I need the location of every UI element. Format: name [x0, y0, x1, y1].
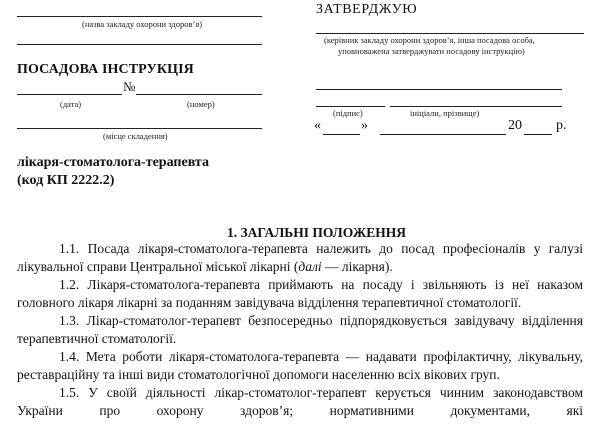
- date-close-quote: »: [361, 118, 368, 133]
- number-line: [136, 94, 262, 95]
- institution-name-line: [17, 16, 262, 17]
- place-caption: (місце складення): [103, 131, 168, 141]
- paragraph-1-1-end: — лікарня).: [321, 259, 393, 274]
- signature-line: [316, 106, 385, 107]
- approve-label: ЗАТВЕРДЖУЮ: [316, 2, 418, 17]
- paragraph-1-4: 1.4. Мета роботи лікаря-стоматолога-терапевта — надавати профілактичну, лікувальну, реставраційну та інші види стоматологічної допомоги населенню всіх вікових груп.: [17, 349, 583, 382]
- institution-name-line-2: [17, 44, 262, 45]
- position-title: лікаря-стоматолога-терапевта: [17, 155, 209, 170]
- year-suffix: р.: [556, 118, 567, 133]
- date-open-quote: «: [314, 118, 321, 133]
- number-sign: №: [123, 79, 136, 94]
- approver-signature-line: [316, 89, 562, 90]
- date-line: [17, 94, 122, 95]
- day-line: [323, 134, 360, 135]
- approver-line: [316, 33, 584, 34]
- approver-caption-line1: (керівник закладу охорони здоров’я, інша посадова особа,: [324, 35, 535, 45]
- section-title: 1. ЗАГАЛЬНІ ПОЛОЖЕННЯ: [227, 225, 407, 240]
- year-prefix: 20: [508, 118, 522, 133]
- month-line: [380, 134, 506, 135]
- institution-caption: (назва закладу охорони здоров’я): [82, 19, 203, 29]
- paragraph-1-1-italic: далі: [298, 259, 322, 274]
- approval-date-row: [314, 118, 600, 138]
- place-line: [17, 128, 262, 129]
- number-caption: (номер): [187, 99, 215, 109]
- paragraph-1-5: 1.5. У своїй діяльності лікар-стоматолог-терапевт керується чинним законодавством України про охорону здоров’я; нормативними документами, які: [17, 385, 583, 418]
- section-body: [17, 240, 583, 420]
- name-line: [390, 106, 562, 107]
- signature-caption: (підпис): [333, 108, 363, 118]
- doc-title: ПОСАДОВА ІНСТРУКЦІЯ: [17, 62, 194, 77]
- year-line: [524, 134, 552, 135]
- position-code: (код КП 2222.2): [17, 173, 115, 188]
- paragraph-1-1: [17, 240, 583, 276]
- approver-caption-line2: уповноважена затверджувати посадову інструкцію): [338, 46, 525, 56]
- date-caption: (дата): [60, 99, 82, 109]
- name-caption: ініціали, прізвище): [410, 108, 480, 118]
- paragraph-1-2: 1.2. Лікаря-стоматолога-терапевта приймають на посаду і звільняють із неї наказом головного лікаря лікарні за поданням завідувача відділення терапевтичної стоматології.: [17, 277, 583, 310]
- paragraph-1-3: 1.3. Лікар-стоматолог-терапевт безпосередньо підпорядковується завідувачу відділення терапевтичної стоматології.: [17, 313, 583, 346]
- paragraph-1-1-text: 1.1. Посада лікаря-стоматолога-терапевта належить до посад професіоналів у галузі лікувальної справи Центральної міської лікарні (: [17, 241, 583, 274]
